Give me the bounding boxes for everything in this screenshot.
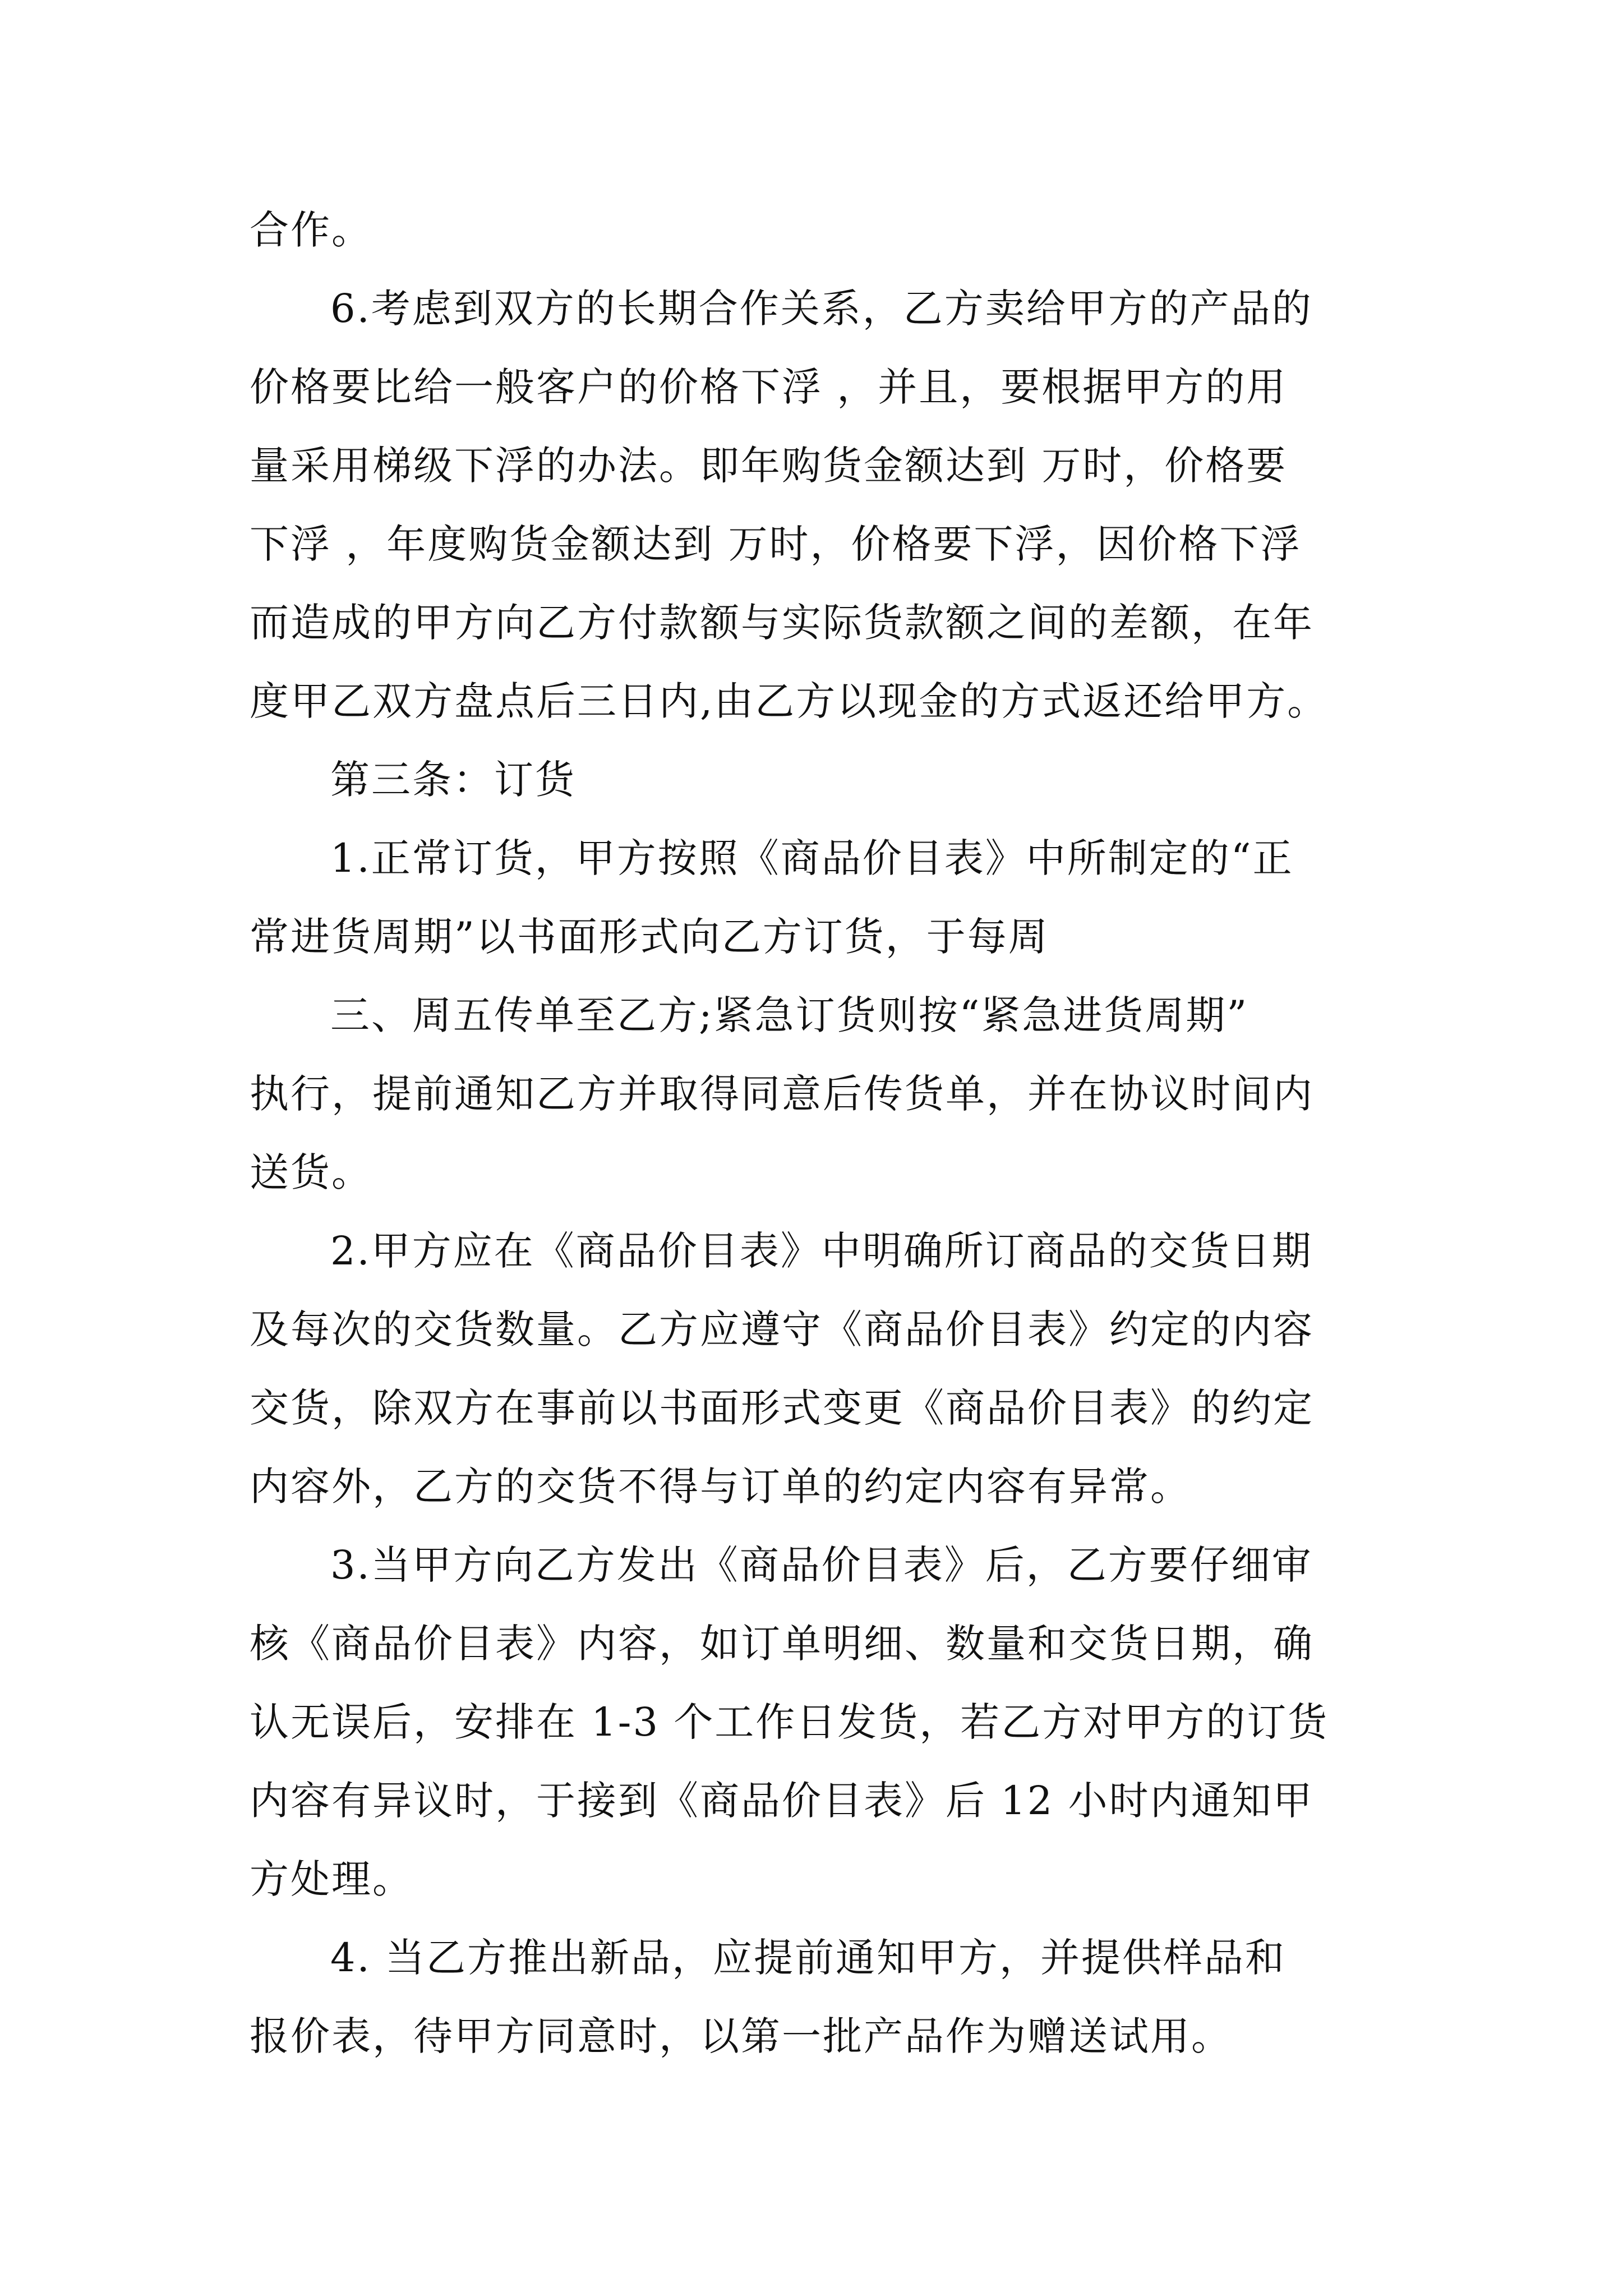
paragraph-clause-3-review [250, 1526, 1382, 1918]
paragraph-cooperation-end [250, 191, 1382, 269]
paragraph-clause-2-delivery [250, 1212, 1382, 1526]
text-line: 3.当甲方向乙方发出《商品价目表》后，乙方要仔细审 [330, 1542, 1313, 1588]
paragraph-urgent-order [250, 976, 1382, 1212]
document-body [250, 191, 1382, 2076]
text-line: 6.考虑到双方的长期合作关系，乙方卖给甲方的产品的 [330, 286, 1313, 332]
text-line: 认无误后，安排在 1-3 个工作日发货，若乙方对甲方的订货 [250, 1699, 1329, 1745]
section-heading-article-3 [250, 740, 1382, 819]
text-line: 交货，除双方在事前以书面形式变更《商品价目表》的约定 [250, 1385, 1314, 1431]
text-line: 量采用梯级下浮的办法。即年购货金额达到 万时，价格要 [250, 443, 1288, 489]
paragraph-clause-6-pricing [250, 269, 1382, 740]
text-line: 核《商品价目表》内容，如订单明细、数量和交货日期，确 [250, 1621, 1314, 1667]
text-line: 常进货周期”以书面形式向乙方订货，于每周 [250, 914, 1049, 960]
text-line: 内容外，乙方的交货不得与订单的约定内容有异常。 [250, 1464, 1191, 1510]
text-line: 报价表，待甲方同意时，以第一批产品作为赠送试用。 [250, 2013, 1232, 2059]
paragraph-clause-1-normal-order [250, 819, 1382, 976]
text-line: 价格要比给一般客户的价格下浮 ，并且，要根据甲方的用 [250, 364, 1288, 410]
text-line: 下浮 ，年度购货金额达到 万时，价格要下浮，因价格下浮 [250, 521, 1302, 567]
text-line: 2.甲方应在《商品价目表》中明确所订商品的交货日期 [330, 1228, 1313, 1274]
paragraph-clause-4-new-product [250, 1918, 1382, 2076]
text-line: 执行，提前通知乙方并取得同意后传货单，并在协议时间内 [250, 1071, 1314, 1117]
text-line: 内容有异议时，于接到《商品价目表》后 12 小时内通知甲 [250, 1778, 1314, 1824]
text-line: 送货。 [250, 1149, 372, 1195]
text-line: 合作。 [250, 207, 372, 253]
text-line: 4. 当乙方推出新品，应提前通知甲方，并提供样品和 [330, 1935, 1287, 1981]
text-line: 度甲乙双方盘点后三日内,由乙方以现金的方式返还给甲方。 [250, 678, 1329, 724]
text-line: 而造成的甲方向乙方付款额与实际货款额之间的差额，在年 [250, 600, 1314, 646]
text-line: 三、周五传单至乙方;紧急订货则按“紧急进货周期” [330, 992, 1249, 1038]
text-line: 及每次的交货数量。乙方应遵守《商品价目表》约定的内容 [250, 1306, 1314, 1352]
section-title: 第三条：订货 [330, 757, 576, 803]
text-line: 方处理。 [250, 1856, 413, 1902]
text-line: 1.正常订货，甲方按照《商品价目表》中所制定的“正 [330, 835, 1294, 881]
